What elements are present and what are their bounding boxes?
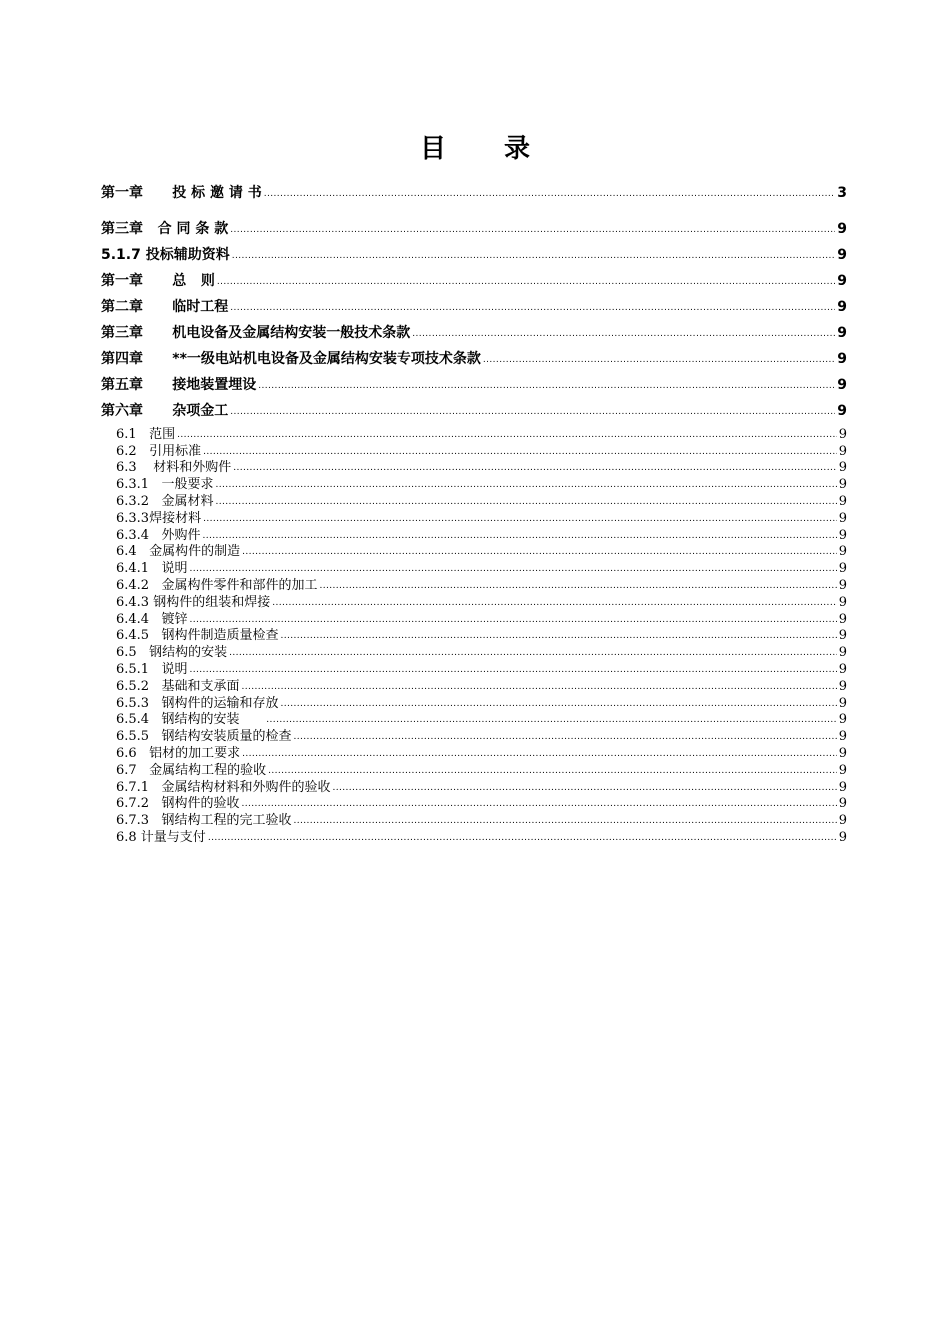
toc-section-label: 6.7.1 金属结构材料和外购件的验收	[116, 779, 331, 795]
toc-section-label: 6.7.2 钢构件的验收	[116, 796, 240, 812]
toc-section-label: 6.3.1 一般要求	[116, 477, 214, 493]
toc-leader	[232, 238, 836, 264]
toc-page-number: 9	[838, 745, 847, 761]
toc-page-number: 9	[838, 695, 847, 711]
toc-section-label: 6.7 金属结构工程的验收	[116, 762, 267, 778]
toc-page-number: 9	[838, 477, 847, 493]
toc-section-label: 6.5 钢结构的安装	[116, 645, 228, 661]
toc-leader	[332, 778, 836, 795]
toc-section-label: 6.4.1 说明	[116, 561, 188, 577]
toc-section[interactable]	[101, 761, 847, 778]
toc-section-list	[101, 425, 847, 845]
toc-page-number: 9	[838, 527, 847, 543]
toc-section[interactable]	[101, 627, 847, 644]
toc-section[interactable]	[101, 610, 847, 627]
toc-section-label: 6.4.3 钢构件的组装和焊接	[116, 594, 271, 610]
toc-section[interactable]	[101, 492, 847, 509]
toc-page-number: 9	[838, 611, 847, 627]
toc-page-number: 9	[838, 796, 847, 812]
toc-section[interactable]	[101, 442, 847, 459]
toc-section-label: 6.5.3 钢构件的运输和存放	[116, 695, 279, 711]
toc-section[interactable]	[101, 744, 847, 761]
toc-chapter-label: 第五章 接地装置埋设	[101, 377, 257, 393]
toc-section[interactable]	[101, 543, 847, 560]
toc-section-label: 6.5.2 基础和支承面	[116, 678, 240, 694]
toc-page-number: 9	[838, 460, 847, 476]
toc-chapter-label: 第三章 机电设备及金属结构安装一般技术条款	[101, 325, 411, 341]
toc-section-label: 6.5.5 钢结构安装质量的检查	[116, 729, 292, 745]
toc-page-number: 9	[838, 829, 847, 845]
toc-page-number: 9	[838, 712, 847, 728]
toc-leader	[177, 425, 837, 442]
toc-section[interactable]	[101, 811, 847, 828]
toc-section-label: 6.6 铝材的加工要求	[116, 745, 241, 761]
toc-section-label: 6.4 金属构件的制造	[116, 544, 241, 560]
toc-page-number: 9	[838, 443, 847, 459]
toc-leader	[203, 442, 837, 459]
toc-leader	[215, 475, 836, 492]
toc-page-number: 9	[838, 628, 847, 644]
toc-section-label: 6.4.5 钢构件制造质量检查	[116, 628, 279, 644]
toc-leader	[272, 593, 837, 610]
toc-leader	[242, 543, 837, 560]
toc-section[interactable]	[101, 509, 847, 526]
toc-page-number: 9	[838, 493, 847, 509]
toc-page-number: 9	[838, 561, 847, 577]
toc-leader	[412, 316, 835, 342]
toc-page-number: 9	[837, 247, 847, 263]
toc-chapter[interactable]	[101, 290, 847, 316]
toc-chapter[interactable]	[101, 238, 847, 264]
toc-chapter-label: 5.1.7 投标辅助资料	[101, 247, 230, 263]
toc-section[interactable]	[101, 643, 847, 660]
toc-leader	[230, 394, 835, 420]
toc-section-label: 6.3.3焊接材料	[116, 510, 202, 526]
toc-section-label: 6.3.4 外购件	[116, 527, 201, 543]
toc-chapter[interactable]	[101, 212, 847, 238]
toc-section[interactable]	[101, 425, 847, 442]
toc-section[interactable]	[101, 576, 847, 593]
toc-page-number: 9	[838, 577, 847, 593]
toc-section-label: 6.5.1 说明	[116, 661, 188, 677]
toc-leader	[319, 576, 836, 593]
toc-page-number: 9	[837, 351, 847, 367]
toc-chapter[interactable]	[101, 264, 847, 290]
table-of-contents	[101, 176, 847, 845]
toc-page-number: 9	[838, 661, 847, 677]
toc-page-number: 3	[837, 185, 847, 201]
toc-chapter[interactable]	[101, 176, 847, 202]
toc-section[interactable]	[101, 795, 847, 812]
toc-section[interactable]	[101, 677, 847, 694]
toc-leader	[268, 761, 837, 778]
toc-section[interactable]	[101, 526, 847, 543]
toc-chapter-label: 第四章 **一级电站机电设备及金属结构安装专项技术条款	[101, 351, 481, 367]
toc-section[interactable]	[101, 694, 847, 711]
toc-section-label: 6.1 范围	[116, 426, 176, 442]
toc-leader	[280, 627, 836, 644]
toc-leader	[242, 744, 837, 761]
toc-leader	[230, 290, 835, 316]
toc-page-number: 9	[838, 594, 847, 610]
toc-section-label: 6.8 计量与支付	[116, 829, 206, 845]
toc-chapter[interactable]	[101, 316, 847, 342]
toc-page-number: 9	[837, 299, 847, 315]
toc-chapter-label: 第二章 临时工程	[101, 299, 229, 315]
toc-leader	[189, 660, 836, 677]
toc-chapter[interactable]	[101, 394, 847, 420]
toc-section-label: 6.2 引用标准	[116, 443, 202, 459]
toc-leader	[266, 711, 836, 728]
toc-chapter-label: 第一章 投 标 邀 请 书	[101, 185, 262, 201]
toc-chapter-label: 第三章 合 同 条 款	[101, 221, 229, 237]
page-title: 目录	[419, 134, 588, 164]
toc-section-label: 6.3 材料和外购件	[116, 460, 232, 476]
toc-section-label: 6.3.2 金属材料	[116, 493, 214, 509]
toc-page-number: 9	[837, 221, 847, 237]
toc-section[interactable]	[101, 660, 847, 677]
toc-page-number: 9	[838, 510, 847, 526]
toc-section[interactable]	[101, 828, 847, 845]
toc-leader	[202, 526, 836, 543]
toc-chapter-label: 第一章 总 则	[101, 273, 215, 289]
toc-page-number: 9	[838, 813, 847, 829]
toc-leader	[280, 694, 836, 711]
toc-page-number: 9	[838, 426, 847, 442]
toc-page-number: 9	[837, 377, 847, 393]
toc-chapter-label: 第六章 杂项金工	[101, 403, 229, 419]
toc-leader	[293, 727, 836, 744]
toc-page-number: 9	[838, 645, 847, 661]
toc-page-number: 9	[838, 544, 847, 560]
toc-leader	[215, 492, 836, 509]
toc-section-label: 6.5.4 钢结构的安装	[116, 712, 265, 728]
toc-page-number: 9	[838, 729, 847, 745]
toc-page-number: 9	[838, 678, 847, 694]
toc-chapter[interactable]	[101, 368, 847, 394]
toc-leader	[483, 342, 835, 368]
toc-leader	[217, 264, 835, 290]
toc-page-number: 9	[838, 762, 847, 778]
toc-leader	[264, 176, 836, 202]
toc-section-label: 6.4.2 金属构件零件和部件的加工	[116, 577, 318, 593]
toc-page-number: 9	[837, 273, 847, 289]
toc-leader	[233, 459, 837, 476]
toc-section[interactable]	[101, 711, 847, 728]
toc-leader	[189, 610, 836, 627]
toc-page-number: 9	[838, 779, 847, 795]
toc-section[interactable]	[101, 459, 847, 476]
toc-section-label: 6.4.4 镀锌	[116, 611, 188, 627]
toc-page-number: 9	[837, 403, 847, 419]
toc-leader	[230, 212, 835, 238]
toc-leader	[203, 509, 837, 526]
toc-leader	[229, 643, 837, 660]
toc-chapter[interactable]	[101, 342, 847, 368]
toc-leader	[241, 795, 836, 812]
toc-leader	[293, 811, 836, 828]
toc-leader	[189, 559, 836, 576]
toc-section[interactable]	[101, 475, 847, 492]
toc-section-label: 6.7.3 钢结构工程的完工验收	[116, 813, 292, 829]
toc-leader	[258, 368, 835, 394]
toc-leader	[208, 828, 837, 845]
toc-leader	[241, 677, 836, 694]
toc-page-number: 9	[837, 325, 847, 341]
toc-section[interactable]	[101, 593, 847, 610]
toc-section[interactable]	[101, 559, 847, 576]
toc-section[interactable]	[101, 727, 847, 744]
toc-section[interactable]	[101, 778, 847, 795]
